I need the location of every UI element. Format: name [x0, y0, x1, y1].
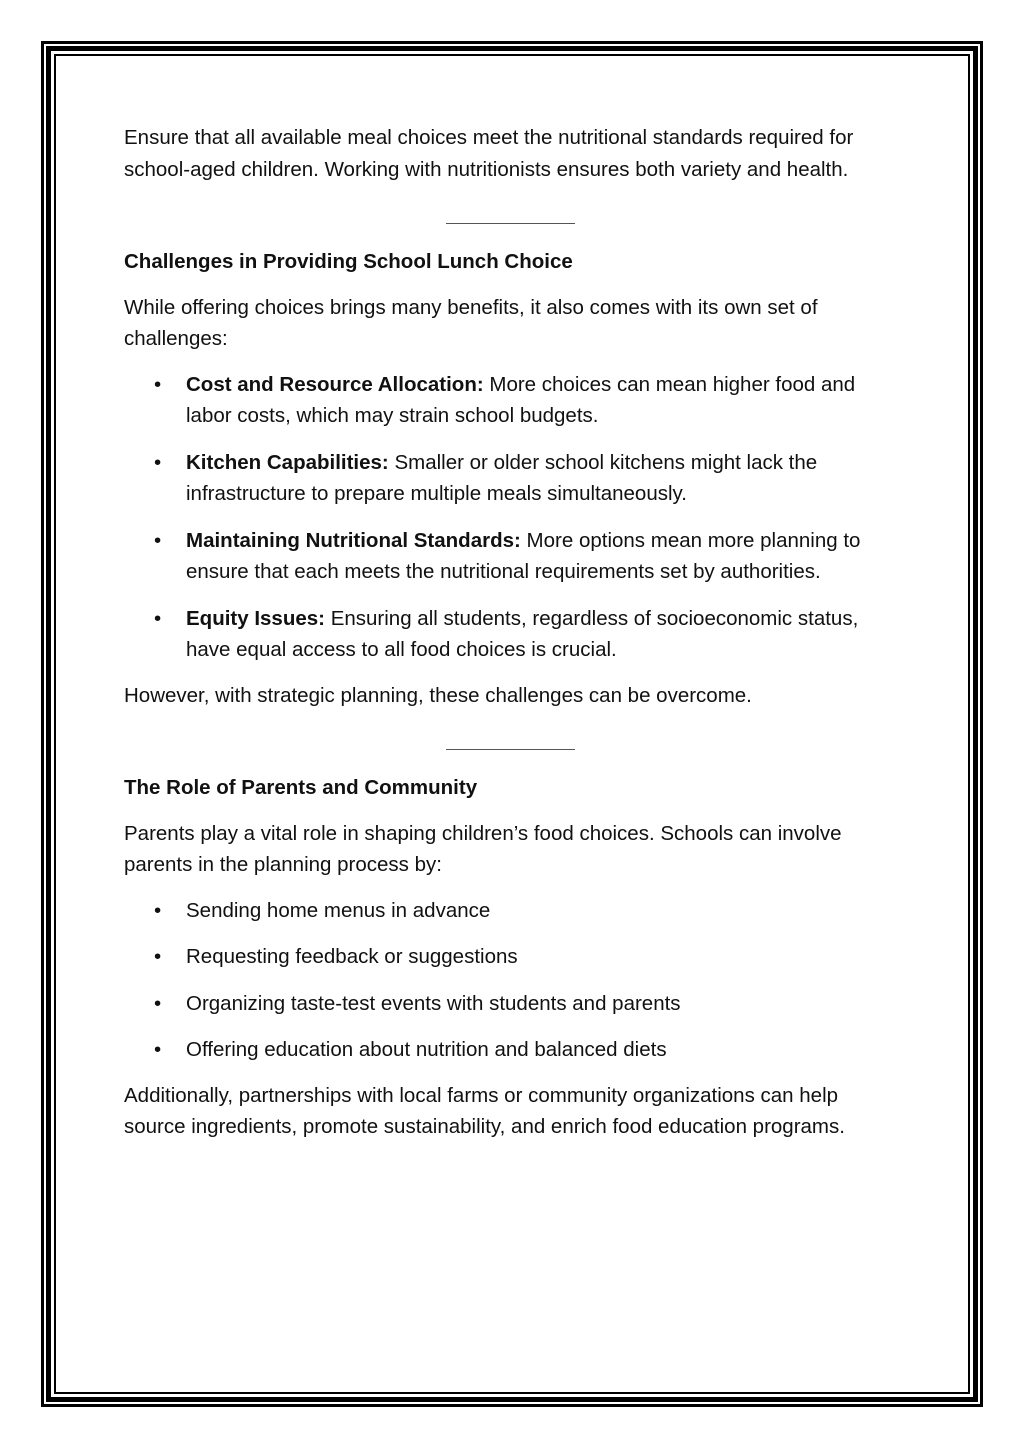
parents-lead: Parents play a vital role in shaping children’s food choices. Schools can involve parents in the planning process by:	[124, 821, 842, 876]
list-item-text: Smaller or older school kitchens might lack the infrastructure to prepare multiple meals simultaneously.	[186, 450, 818, 505]
list-item-text: Sending home menus in advance	[186, 898, 491, 922]
section-divider	[446, 749, 575, 750]
section-divider	[446, 223, 575, 224]
challenges-list	[124, 369, 894, 666]
bullet-icon: •	[154, 450, 162, 474]
document-body	[124, 122, 894, 1143]
parents-heading: The Role of Parents and Community	[124, 776, 478, 799]
bullet-icon: •	[154, 898, 162, 922]
list-item	[124, 369, 894, 432]
list-item-text: Requesting feedback or suggestions	[186, 945, 518, 968]
parents-list	[124, 895, 894, 1066]
list-item-text: More options mean more planning to ensure that each meets the nutritional requirements set by authorities.	[186, 528, 861, 583]
list-item-text: More choices can mean higher food and labor costs, which may strain school budgets.	[186, 372, 856, 427]
list-item-text: Organizing taste-test events with students and parents	[186, 991, 681, 1015]
parents-closing: Additionally, partnerships with local farms or community organizations can help source ingredients, promote sustainability, and enrich food education programs.	[124, 1083, 845, 1138]
list-item-text: Offering education about nutrition and balanced diets	[186, 1038, 667, 1061]
list-item	[124, 941, 894, 973]
list-item-term: Cost and Resource Allocation:	[186, 372, 484, 396]
bullet-icon: •	[154, 372, 162, 396]
list-item	[124, 525, 894, 588]
list-item-term: Kitchen Capabilities:	[186, 450, 389, 474]
list-item	[124, 1034, 894, 1066]
list-item	[124, 988, 894, 1020]
bullet-icon: •	[154, 945, 162, 968]
challenges-closing: However, with strategic planning, these challenges can be overcome.	[124, 683, 752, 707]
list-item	[124, 447, 894, 510]
bullet-icon: •	[154, 606, 162, 630]
list-item	[124, 603, 894, 666]
challenges-heading: Challenges in Providing School Lunch Choice	[124, 250, 573, 273]
intro-paragraph: Ensure that all available meal choices meet the nutritional standards required for school-aged children. Working with nutritionists ensures both variety and health.	[124, 126, 854, 181]
challenges-lead: While offering choices brings many benefits, it also comes with its own set of challenges:	[124, 295, 818, 350]
list-item	[124, 895, 894, 927]
bullet-icon: •	[154, 528, 162, 552]
list-item-term: Maintaining Nutritional Standards:	[186, 528, 521, 552]
challenges-section	[124, 246, 894, 711]
list-item-term: Equity Issues:	[186, 606, 325, 630]
parents-section	[124, 772, 894, 1143]
bullet-icon: •	[154, 991, 162, 1015]
list-item-text: Ensuring all students, regardless of socioeconomic status, have equal access to all food choices is crucial.	[186, 606, 859, 661]
bullet-icon: •	[154, 1038, 162, 1061]
